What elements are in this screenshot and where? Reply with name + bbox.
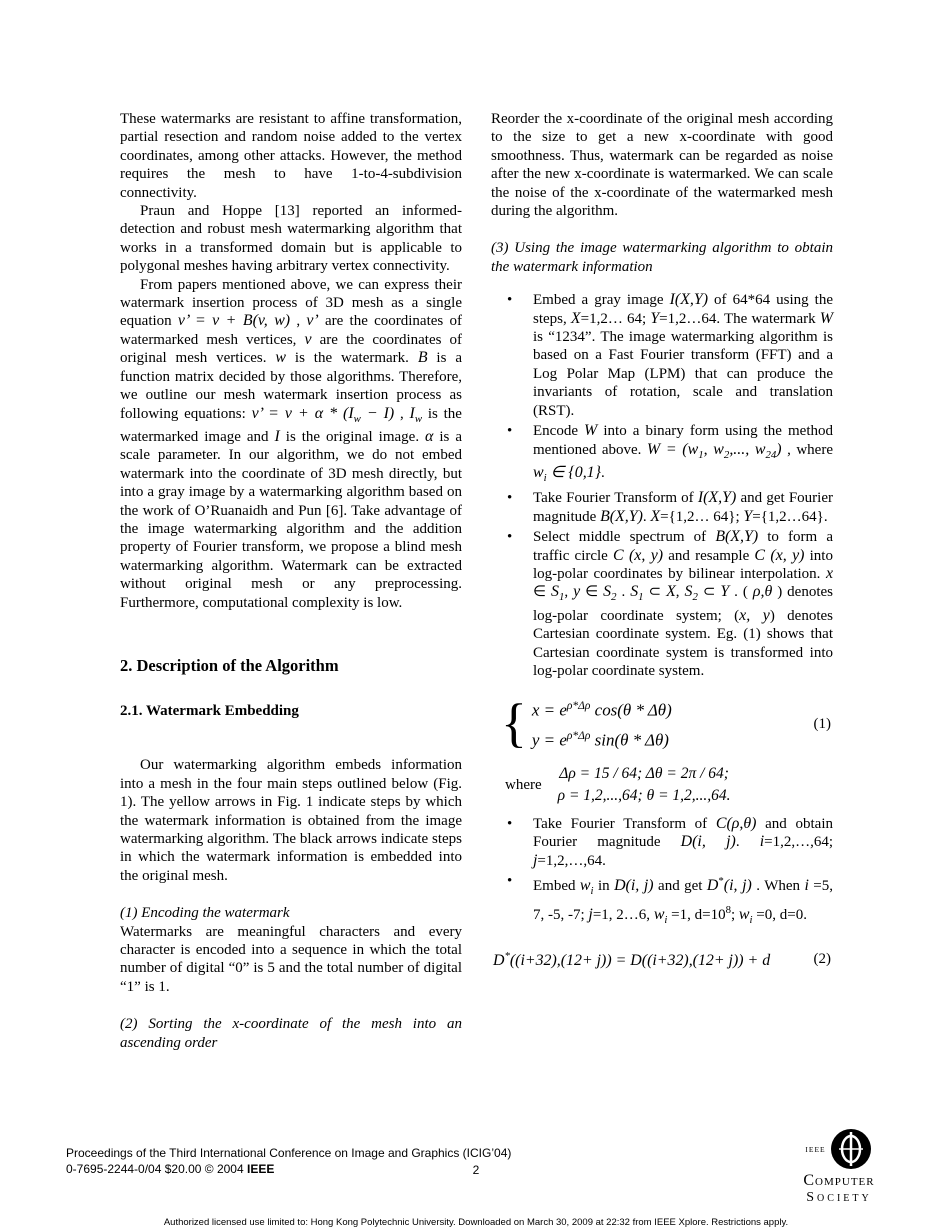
bullet-marker: • bbox=[507, 292, 513, 309]
ieee-computer-society-logo bbox=[784, 1127, 894, 1206]
paragraph-praun-hoppe: Praun and Hoppe [13] reported an informed-detection and robust mesh watermarking algorithm that works in a transformed domain but is applicable to polygonal meshes having arbitrary vertex connectivity. bbox=[120, 203, 462, 275]
logo-computer-text: Computer bbox=[803, 1172, 875, 1189]
footer-proceedings-line: Proceedings of the Third International Conference on Image and Graphics (ICIG’04) bbox=[66, 1146, 512, 1160]
bullet-text: Take Fourier Transform of C(ρ,θ) and obtain Fourier magnitude D(i, j). i=1,2,…,64; j=1,2,…,64. bbox=[533, 815, 833, 869]
bullet-text: Select middle spectrum of B(X,Y) to form a traffic circle C (x, y) and resample C (x, y) into log-polar coordinates by bilinear interpolation. x ∈ $S_1$, y ∈ $S_2$ . $S_1$ ⊂ X, $S_2$ ⊂ Y . ( ρ,θ ) denotes log-polar coordinate system; (x, y) denotes Cartesian coordinate system. Eg. (1) shows that Cartesian coordinate system is transformed into log-polar coordinate system. bbox=[533, 528, 834, 679]
where-line-2: ρ = 1,2,...,64; θ = 1,2,...,64. bbox=[557, 787, 731, 805]
bullet-item-fourier-i bbox=[507, 489, 833, 526]
paragraph-watermark-resistance: These watermarks are resistant to affine transformation, partial resection and random noise added to the vertex coordinates, among other attacks. However, the method requires the mesh to have 1-to-4-subdivision connectivity. bbox=[120, 111, 462, 201]
bullet-marker: • bbox=[507, 816, 513, 833]
logo-ieee-label: IEEE bbox=[805, 1144, 826, 1154]
bullet-item-middle-spectrum bbox=[507, 528, 833, 680]
where-line-1: Δρ = 15 / 64; Δθ = 2π / 64; bbox=[559, 765, 729, 783]
bullet-marker: • bbox=[507, 490, 513, 507]
step-1-body: Watermarks are meaningful characters and every character is encoded into a sequence in which the total number of digital “0” is 5 and the total number of digital “1” is 1. bbox=[120, 923, 462, 995]
step-2-heading: (2) Sorting the x-coordinate of the mesh into an ascending order bbox=[120, 1016, 462, 1051]
equation-1-number: (1) bbox=[813, 715, 831, 732]
bullet-item-fourier-c bbox=[507, 815, 833, 870]
step-3-heading: (3) Using the image watermarking algorithm to obtain the watermark information bbox=[491, 240, 833, 275]
footer-ieee-text: IEEE bbox=[246, 1162, 275, 1176]
step-1-heading: (1) Encoding the watermark bbox=[120, 905, 290, 922]
bullet-text: Encode W into a binary form using the method mentioned above. $W = (w_1$, $w_2$,..., $w_{24}$) , where $w_i$ ∈ {0,1}. bbox=[533, 422, 834, 484]
bullet-item-embed-image bbox=[507, 291, 833, 420]
equation-1-line-1: $x = e^{\rho*\Delta\rho}$ cos(θ * Δθ) bbox=[531, 700, 672, 720]
paragraph-reorder: Reorder the x-coordinate of the original mesh according to the size to get a new x-coordinate with good smoothness. Thus, watermark can be regarded as noise after the new x-coordinate is watermarked. We can scale the noise of the x-coordinate of the watermarked mesh during the algorithm. bbox=[491, 111, 833, 220]
bullet-marker: • bbox=[507, 873, 513, 890]
where-clause bbox=[505, 763, 833, 807]
where-label: where bbox=[505, 776, 542, 793]
bullet-list-b bbox=[507, 815, 833, 929]
bullet-marker: • bbox=[507, 529, 513, 546]
ieee-cs-emblem-icon bbox=[829, 1127, 873, 1171]
equation-1-lines bbox=[532, 694, 672, 753]
xplore-license-notice: Authorized licensed use limited to: Hong Kong Polytechnic University. Downloaded on March 30, 2009 at 22:32 from IEEE Xplore. Restrictions apply. bbox=[163, 1217, 789, 1228]
right-column bbox=[491, 110, 833, 1052]
bullet-list-a bbox=[507, 291, 833, 680]
logo-society-text: Society bbox=[806, 1190, 872, 1205]
section-heading-2: 2. Description of the Algorithm bbox=[120, 655, 339, 675]
left-column bbox=[120, 110, 462, 1052]
subsection-heading-2-1: 2.1. Watermark Embedding bbox=[120, 702, 299, 719]
footer-copyright-text: 0-7695-2244-0/04 $20.00 © 2004 bbox=[66, 1162, 247, 1176]
bullet-item-encode-w bbox=[507, 422, 833, 487]
paragraph-embedding-steps: Our watermarking algorithm embeds information into a mesh in the four main steps outlined below (Fig. 1). The yellow arrows in Fig. 1 indicate steps by which the watermark information is obtained from the image watermarking algorithm. The black arrows indicate steps in which the watermark information is embedded into the original mesh. bbox=[120, 757, 462, 884]
bullet-text: Embed a gray image I(X,Y) of 64*64 using the steps, X=1,2… 64; Y=1,2…64. The watermark W is “1234”. The image watermarking algorithm is based on a Fast Fourier transform (FFT) and a Log Polar Map (LPM) that can produce the invariants of rotation, scale and translation (RST). bbox=[533, 291, 833, 419]
equation-1 bbox=[501, 694, 833, 753]
bullet-item-embed-wi bbox=[507, 872, 833, 929]
paragraph-insertion-process: From papers mentioned above, we can express their watermark insertion process of 3D mesh as a single equation v’ = v + B(v, w) , v’ are the coordinates of watermarked mesh vertices, v are the coordinates of original mesh vertices. w is the watermark. B is a function matrix decided by those algorithms. Therefore, we outline our mesh watermark insertion process as following equations: v’ = $v + \alpha * (I_w - I)$ , $I_w$ is the watermarked image and I is the original image. α is a scale parameter. In our algorithm, we do not embed watermark into the coordinate of 3D mesh directly, but into a gray image by a watermarking algorithm based on the work of O’Ruanaidh and Pun [6]. Take advantage of the image watermarking algorithm and the addition property of Fourier transform, we propose a blind mesh watermarking algorithm. Watermark can be extracted without original mesh or any preprocessing. Furthermore, computational complexity is low. bbox=[120, 276, 462, 611]
equation-2-line: D*((i+32),(12+ j)) = D((i+32),(12+ j)) + d bbox=[493, 950, 771, 970]
where-lines bbox=[558, 763, 731, 807]
equation-2-number: (2) bbox=[813, 950, 831, 967]
equation-2 bbox=[493, 947, 833, 970]
page-number: 2 bbox=[472, 1163, 480, 1177]
bullet-marker: • bbox=[507, 423, 513, 440]
equation-brace: { bbox=[501, 693, 527, 754]
bullet-text: Embed $w_i$ in D(i, j) and get D*(i, j) . When i =5, 7, -5, -7; j=1, 2…6, $w_i =1$, $d=10^8$; $w_i =0$, d=0. bbox=[533, 875, 834, 926]
equation-1-line-2: $y = e^{\rho*\Delta\rho}$ sin(θ * Δθ) bbox=[531, 729, 669, 750]
bullet-text: Take Fourier Transform of I(X,Y) and get Fourier magnitude B(X,Y). X={1,2… 64}; Y={1,2…64}. bbox=[533, 489, 833, 525]
document-body bbox=[120, 110, 834, 1052]
logo-top-row bbox=[784, 1127, 894, 1171]
